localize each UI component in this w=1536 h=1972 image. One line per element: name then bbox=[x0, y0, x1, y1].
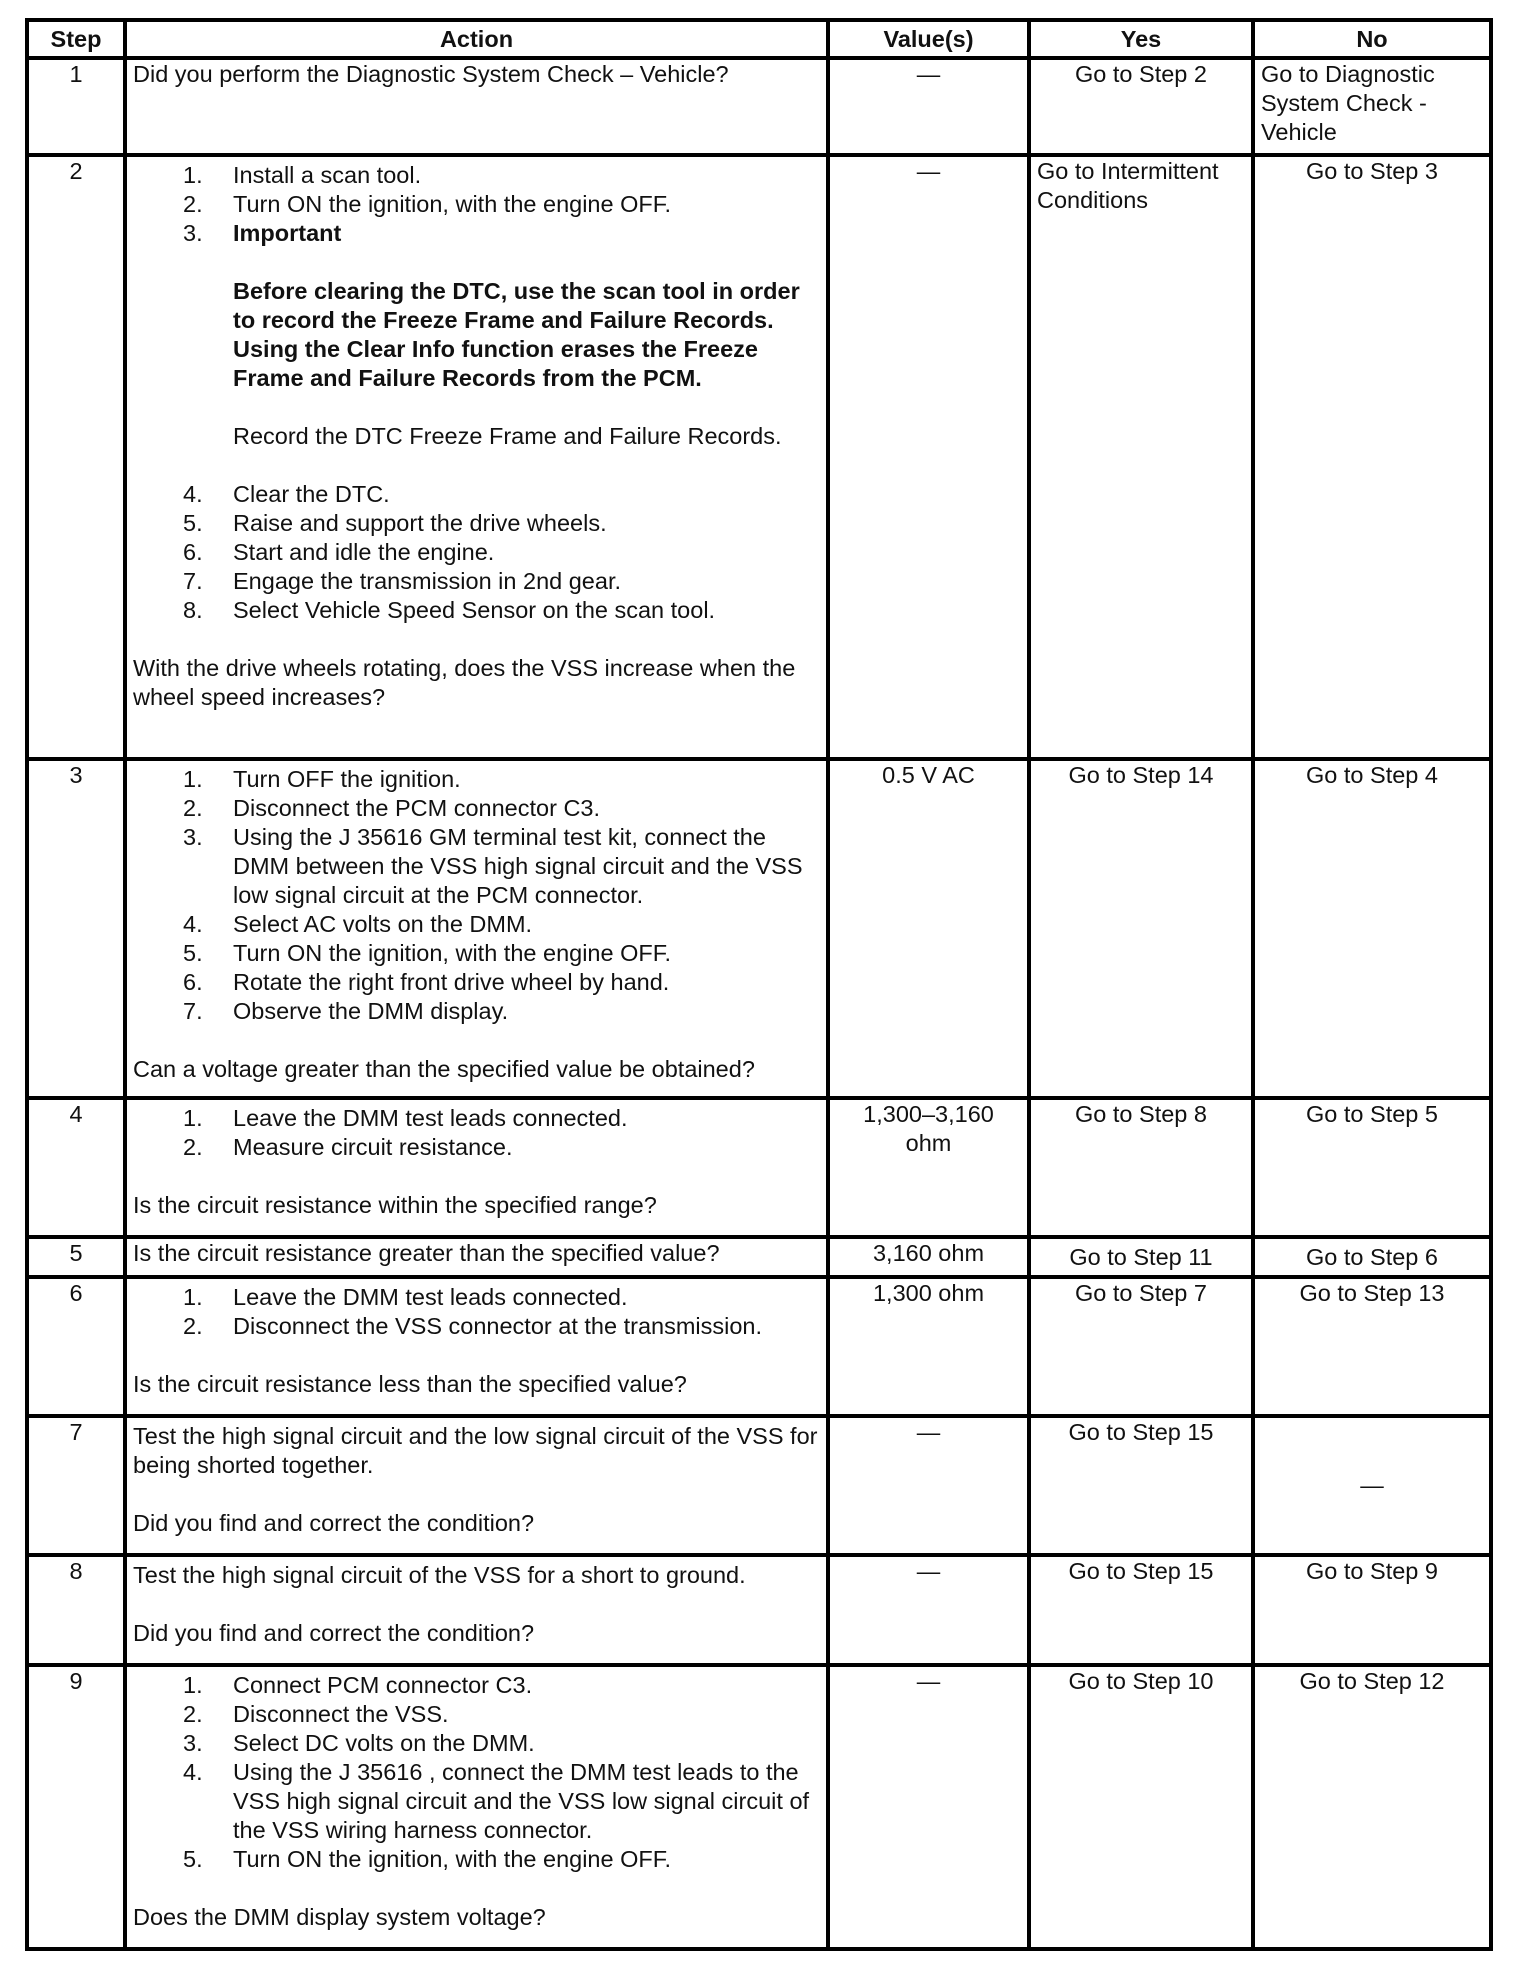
list-item: 1. Install a scan tool. bbox=[183, 162, 422, 188]
list-item: 1. Leave the DMM test leads connected. bbox=[183, 1105, 628, 1131]
value-cell: — bbox=[828, 155, 1029, 759]
procedure-list bbox=[133, 161, 820, 248]
table-row bbox=[27, 1277, 1491, 1416]
yes-cell: Go to Step 2 bbox=[1029, 58, 1253, 155]
list-item: 3. Important bbox=[183, 220, 342, 246]
list-item: 7. Observe the DMM display. bbox=[183, 998, 509, 1024]
value-cell: 3,160 ohm bbox=[828, 1237, 1029, 1277]
no-cell: Go to Step 4 bbox=[1253, 759, 1491, 1098]
list-item: 5. Raise and support the drive wheels. bbox=[183, 510, 607, 536]
list-item: 3. Using the J 35616 GM terminal test kit, connect the DMM between the VSS high signal circuit and the VSS low signal circuit at the PCM connector. bbox=[183, 824, 803, 908]
action-cell bbox=[125, 1555, 828, 1665]
question-text: With the drive wheels rotating, does the VSS increase when the wheel speed increases? bbox=[133, 655, 796, 710]
document-page bbox=[25, 18, 1493, 1951]
procedure-list bbox=[133, 1104, 820, 1162]
header-row bbox=[27, 20, 1491, 58]
table-row bbox=[27, 155, 1491, 759]
list-item: 6. Rotate the right front drive wheel by hand. bbox=[183, 969, 670, 995]
yes-cell: Go to Step 11 bbox=[1029, 1237, 1253, 1277]
action-cell bbox=[125, 1665, 828, 1949]
action-cell bbox=[125, 1237, 828, 1277]
table-row bbox=[27, 1098, 1491, 1237]
list-item: 2. Disconnect the VSS. bbox=[183, 1701, 449, 1727]
table-row bbox=[27, 1416, 1491, 1555]
value-cell: — bbox=[828, 1555, 1029, 1665]
important-label: Important bbox=[233, 220, 342, 246]
step-number: 8 bbox=[27, 1555, 125, 1665]
no-cell: Go to Step 6 bbox=[1253, 1237, 1491, 1277]
no-cell: — bbox=[1253, 1416, 1491, 1555]
yes-cell: Go to Step 10 bbox=[1029, 1665, 1253, 1949]
no-cell: Go to Step 9 bbox=[1253, 1555, 1491, 1665]
action-cell bbox=[125, 155, 828, 759]
table-row bbox=[27, 1555, 1491, 1665]
step-number: 2 bbox=[27, 155, 125, 759]
list-item: 1. Leave the DMM test leads connected. bbox=[183, 1284, 628, 1310]
procedure-list bbox=[133, 1283, 820, 1341]
list-item: 4. Select AC volts on the DMM. bbox=[183, 911, 533, 937]
value-cell: 0.5 V AC bbox=[828, 759, 1029, 1098]
no-cell: Go to Diagnostic System Check - Vehicle bbox=[1253, 58, 1491, 155]
yes-cell: Go to Step 7 bbox=[1029, 1277, 1253, 1416]
question-text: Can a voltage greater than the specified value be obtained? bbox=[133, 1056, 755, 1082]
question-text: Did you perform the Diagnostic System Check – Vehicle? bbox=[133, 61, 729, 87]
action-cell bbox=[125, 1277, 828, 1416]
step-number: 9 bbox=[27, 1665, 125, 1949]
question-text: Is the circuit resistance greater than the specified value? bbox=[133, 1240, 720, 1266]
value-cell: 1,300–3,160 ohm bbox=[828, 1098, 1029, 1237]
list-item: 7. Engage the transmission in 2nd gear. bbox=[183, 568, 622, 594]
list-item: 4. Using the J 35616 , connect the DMM test leads to the VSS high signal circuit and the VSS low signal circuit of the VSS wiring harness connector. bbox=[183, 1759, 810, 1843]
header-no: No bbox=[1253, 20, 1491, 58]
list-item: 2. Turn ON the ignition, with the engine OFF. bbox=[183, 191, 672, 217]
table-row bbox=[27, 1665, 1491, 1949]
procedure-list bbox=[133, 765, 820, 1026]
yes-cell: Go to Step 14 bbox=[1029, 759, 1253, 1098]
question-text: Does the DMM display system voltage? bbox=[133, 1904, 546, 1930]
list-item: 5. Turn ON the ignition, with the engine OFF. bbox=[183, 1846, 672, 1872]
diagnostic-table bbox=[25, 18, 1493, 1951]
step-number: 4 bbox=[27, 1098, 125, 1237]
list-item: 4. Clear the DTC. bbox=[183, 481, 390, 507]
header-yes: Yes bbox=[1029, 20, 1253, 58]
table-row bbox=[27, 1237, 1491, 1277]
test-instruction: Test the high signal circuit of the VSS for a short to ground. bbox=[133, 1562, 746, 1588]
list-item: 3. Select DC volts on the DMM. bbox=[183, 1730, 535, 1756]
yes-cell: Go to Intermittent Conditions bbox=[1029, 155, 1253, 759]
question-text: Did you find and correct the condition? bbox=[133, 1620, 535, 1646]
list-item: 1. Turn OFF the ignition. bbox=[183, 766, 461, 792]
value-cell: — bbox=[828, 1665, 1029, 1949]
important-note: Before clearing the DTC, use the scan tool in order to record the Freeze Frame and Failure Records. Using the Clear Info function erases the Freeze Frame and Failure Records from the PCM. bbox=[233, 278, 800, 391]
no-cell: Go to Step 5 bbox=[1253, 1098, 1491, 1237]
step-number: 6 bbox=[27, 1277, 125, 1416]
no-cell: Go to Step 13 bbox=[1253, 1277, 1491, 1416]
action-cell bbox=[125, 58, 828, 155]
header-value: Value(s) bbox=[828, 20, 1029, 58]
action-cell bbox=[125, 759, 828, 1098]
yes-cell: Go to Step 15 bbox=[1029, 1555, 1253, 1665]
step-number: 1 bbox=[27, 58, 125, 155]
no-cell: Go to Step 3 bbox=[1253, 155, 1491, 759]
list-item: 2. Disconnect the VSS connector at the transmission. bbox=[183, 1313, 763, 1339]
step-number: 5 bbox=[27, 1237, 125, 1277]
yes-cell: Go to Step 15 bbox=[1029, 1416, 1253, 1555]
value-cell: — bbox=[828, 58, 1029, 155]
list-item: 6. Start and idle the engine. bbox=[183, 539, 495, 565]
list-item: 8. Select Vehicle Speed Sensor on the scan tool. bbox=[183, 597, 716, 623]
no-cell: Go to Step 12 bbox=[1253, 1665, 1491, 1949]
action-cell bbox=[125, 1098, 828, 1237]
procedure-list bbox=[133, 480, 820, 625]
test-instruction: Test the high signal circuit and the low signal circuit of the VSS for being shorted together. bbox=[133, 1423, 818, 1478]
procedure-list bbox=[133, 1671, 820, 1874]
question-text: Is the circuit resistance less than the specified value? bbox=[133, 1371, 687, 1397]
record-note: Record the DTC Freeze Frame and Failure Records. bbox=[233, 423, 782, 449]
list-item: 2. Measure circuit resistance. bbox=[183, 1134, 513, 1160]
value-cell: 1,300 ohm bbox=[828, 1277, 1029, 1416]
list-item: 2. Disconnect the PCM connector C3. bbox=[183, 795, 601, 821]
value-cell: — bbox=[828, 1416, 1029, 1555]
header-step: Step bbox=[27, 20, 125, 58]
table-row bbox=[27, 759, 1491, 1098]
yes-cell: Go to Step 8 bbox=[1029, 1098, 1253, 1237]
header-action: Action bbox=[125, 20, 828, 58]
step-number: 3 bbox=[27, 759, 125, 1098]
table-row bbox=[27, 58, 1491, 155]
question-text: Did you find and correct the condition? bbox=[133, 1510, 535, 1536]
step-number: 7 bbox=[27, 1416, 125, 1555]
list-item: 1. Connect PCM connector C3. bbox=[183, 1672, 533, 1698]
action-cell bbox=[125, 1416, 828, 1555]
question-text: Is the circuit resistance within the specified range? bbox=[133, 1192, 657, 1218]
list-item: 5. Turn ON the ignition, with the engine OFF. bbox=[183, 940, 672, 966]
